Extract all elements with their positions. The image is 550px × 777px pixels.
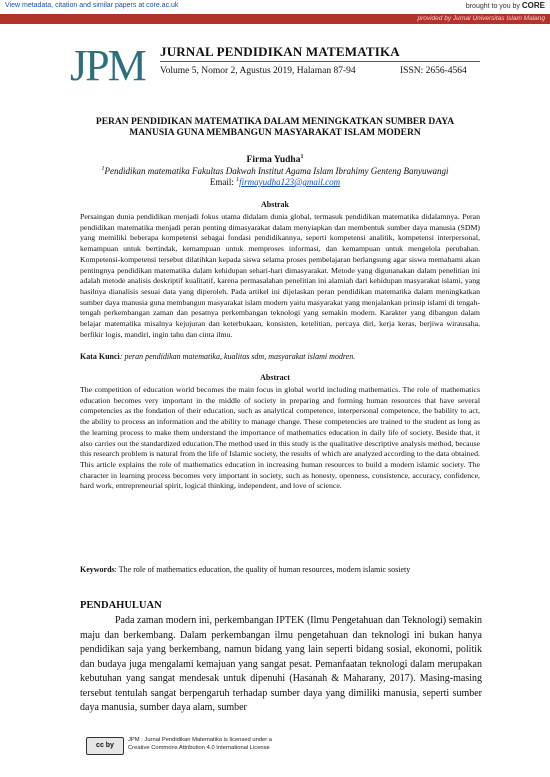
journal-divider	[160, 61, 480, 62]
affiliation-sup: 1	[101, 166, 105, 172]
author-name	[70, 154, 480, 165]
section-heading: PENDAHULUAN	[80, 600, 162, 611]
abstrak-keywords	[80, 351, 480, 362]
provider-text[interactable]: provided by Jurnal Universitas Islam Malang	[417, 15, 545, 22]
keywords-label: Keywords	[80, 565, 115, 574]
core-badge[interactable]	[466, 1, 545, 10]
core-logo-label: CORE	[521, 1, 545, 10]
kata-kunci-text: : peran pendidikan matematika, kualitas sdm, masyarakat islami modren.	[119, 352, 356, 361]
journal-logo: JPM	[70, 41, 145, 90]
article-title	[70, 117, 480, 139]
author-name-text: Firma Yudha	[246, 155, 301, 166]
keywords-text: : The role of mathematics education, the quality of human resources, modern islamic sosiety	[114, 565, 411, 574]
affiliation-text: Pendidikan matematika Fakultas Dakwah Institut Agama Islam Ibrahimy Genteng Banyuwangi	[104, 166, 449, 176]
author-email	[70, 177, 480, 187]
kata-kunci-label: Kata Kunci	[80, 352, 120, 361]
core-metadata-link[interactable]: View metadata, citation and similar papers at core.ac.uk	[5, 2, 179, 9]
email-sup: 1	[236, 177, 240, 183]
cc-license-icon[interactable]: cc by	[86, 737, 124, 755]
license-line-1: JPM : Jurnal Pendidikan Matematika is licensed under a	[128, 737, 273, 743]
author-affiliation	[70, 166, 480, 176]
author-sup: 1	[300, 154, 304, 160]
article-title-line-1: PERAN PENDIDIKAN MATEMATIKA DALAM MENINGKATKAN SUMBER DAYA	[95, 117, 455, 127]
abstract-heading: Abstract	[260, 373, 290, 382]
license-text	[128, 736, 272, 752]
abstrak-heading: Abstrak	[260, 200, 289, 209]
abstract-body: The competition of education world becomes the main focus in global world including mathematics. The role of mathematics education becomes very important in the middle of society in preparing and forming human resources that have several competencies as the fondation of their education, such as analytical competence, interpersonal competence, the bability to act, the ability to process an information and the ability to manage change. These competencies are trained to the student as long as the learning process to make them understand the importance of mathematics education in daily life of society. Beside that, it also carries out the standardized education.The method used in this study is the qualitative descriptive analysis method, because this research problem is natural from the life of Islamic society, the results of which are analyzed according to the data obtained. This article explains the role of mathematics education in increasing human resources to build a modern islamic society. The character in learning process becomes very important in society, such as honesty, openness, consistence, accuracy, confidence, hard work, entrepreneurial spirit, logical thinking, independent, and love of science.	[80, 385, 480, 491]
email-label: Email:	[209, 177, 237, 187]
abstract-keywords	[80, 564, 480, 575]
intro-paragraph: Pada zaman modern ini, perkembangan IPTEK (Ilmu Pengetahuan dan Teknologi) semakin maju dan berkembang. Dalam perkembangan ilmu pengetahuan dan teknologi ini bukan hanya pendidikan saja yang berkembang, namun bidang yang lain seperti bidang sosial, ekonomi, politik dan budaya juga mengalami kemajuan yang sangat pesat. Pemanfaatan teknologi dalam merupakan kebutuhan yang sangat mendesak untuk dipenuhi (Hasanah & Maharany, 2017). Masing-masing tersebut tentulah sangat berpengaruh terhadap sumber daya yang dimiliki manusia, seperti sumber daya manusia, sumber daya alam, sumber	[80, 615, 482, 713]
top-bar	[0, 0, 550, 13]
license-footer	[86, 734, 336, 758]
provider-bar	[0, 14, 550, 24]
core-brought-text: brought to you by	[465, 3, 520, 10]
abstrak-body: Persaingan dunia pendidikan menjadi fokus utama didalam dunia global, termasuk pendidikan matematika didalamnya. Peran pendidikan matematika menjadi peran penting dimasyarakat dalam menyiapkan dan membentuk sumber daya manusia (SDM) yang memiliki beberapa kompetensi sebagai fondasi pendidikannya, seperti kompetensi analitik, kompetensi interpersonal, kemampuan untuk bertindak, kemampuan untuk memproses informasi, dan kemampuan untuk mengelola perubahan. Kompetensi-kompetensi tersebut dilatihkan kepada siswa selama proses pembelajaran berlangsung agar siswa memahami akan pentingnya pendidikan matematika dalam kehidupan sehari-hari dimasyarakat. Metode yang digunanakan dalam penelitian ini adalah metode analisis deskriptif kualitatif, karena permasalahan penelitian ini alamiah dari kehidupan masyarakat islami, yang hasilnya dianalisis sesuai data yang diperoleh. Pada artikel ini dijelaskan peran pendidikan matematika dalam meningkatkan sumber daya manusia guna membangun masyarakat islam modern yaitu masyarakat yang menjalankan prinsip islami di tengah-tengah perkembangan zaman dan pesatnya perkembangan teknologi yang semakin modern. Karakter yang dibangun dalam belajar matematika misalnya kejujuran dan keterbukaan, konsisten, ketelitian, percaya diri, kerja keras, berjiwa wirausaha, berfikir logis, mandiri, ingin tahu dan cinta ilmu.	[80, 212, 480, 339]
license-line-2[interactable]: Creative Commons Attribution 4.0 International License	[128, 745, 270, 751]
article-title-line-2: MANUSIA GUNA MEMBANGUN MASYARAKAT ISLAM MODERN	[129, 128, 421, 138]
journal-volume-info: Volume 5, Nomor 2, Agustus 2019, Halaman 87-94	[160, 66, 356, 76]
journal-title: JURNAL PENDIDIKAN MATEMATIKA	[160, 44, 400, 59]
journal-issn: ISSN: 2656-4564	[400, 66, 467, 76]
email-link[interactable]: firmayudha123@gmail.com	[239, 177, 341, 187]
